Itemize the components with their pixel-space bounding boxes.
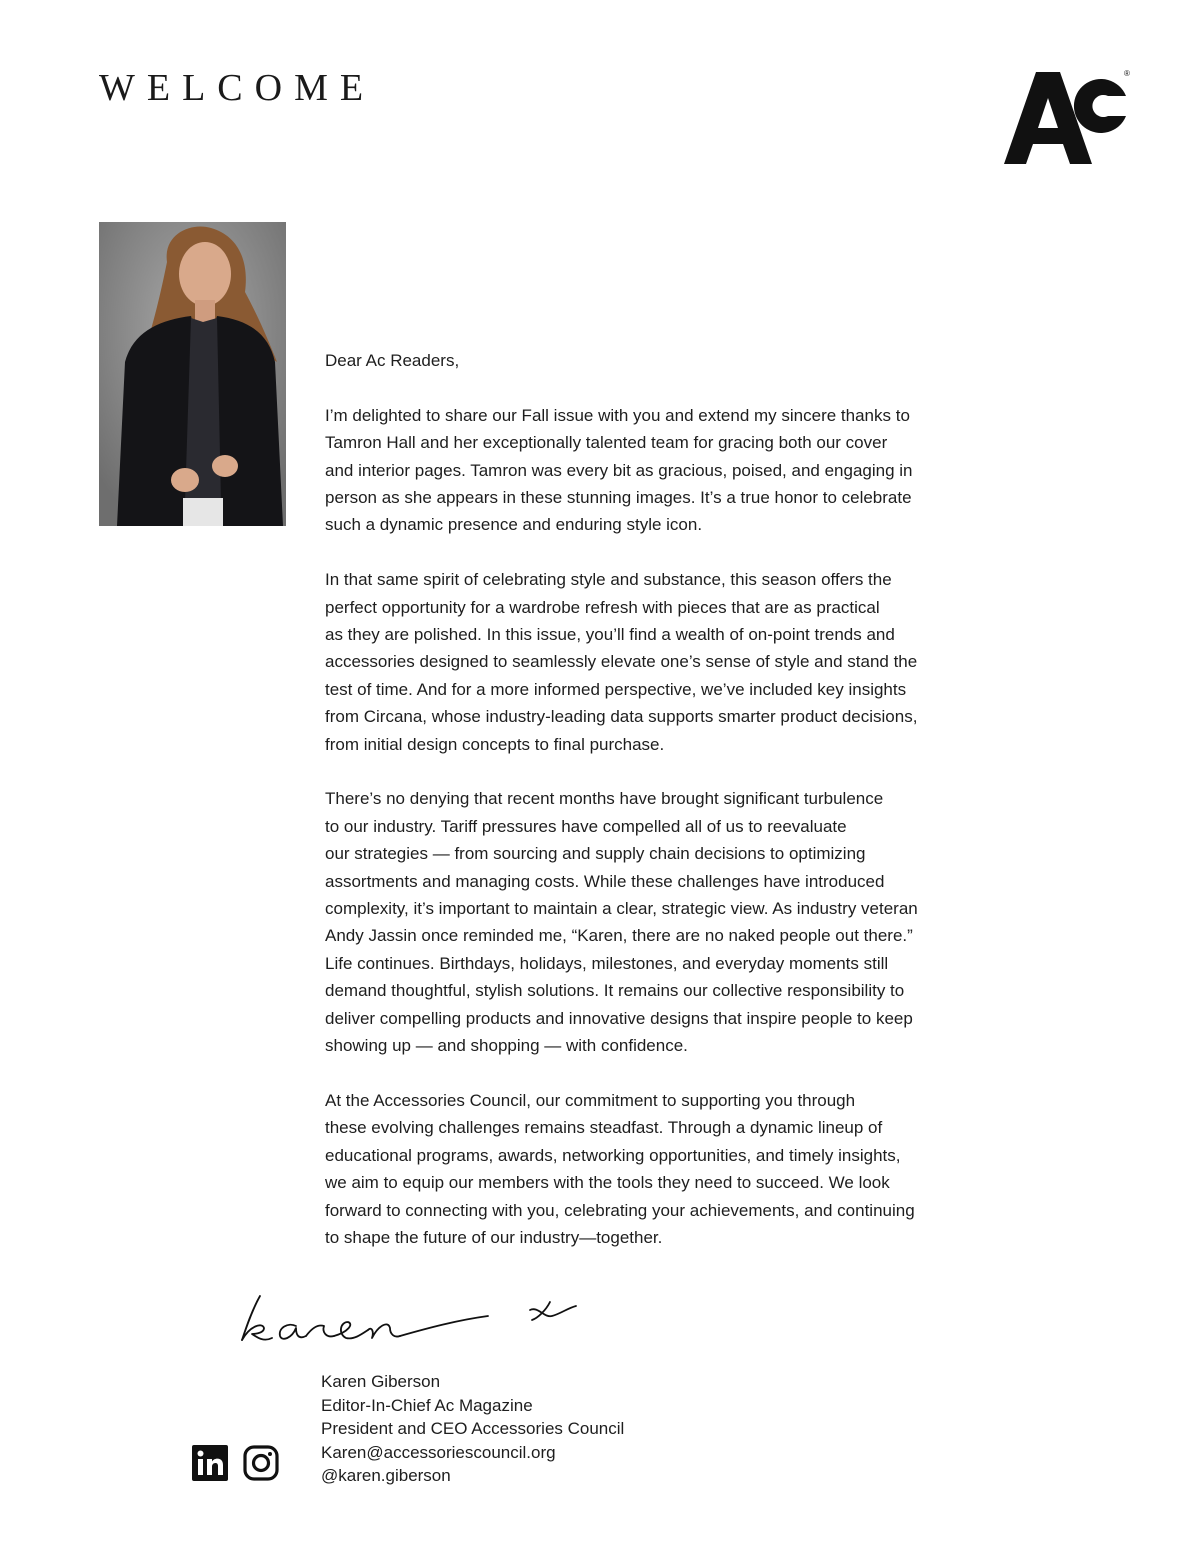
instagram-icon[interactable]	[243, 1445, 279, 1481]
letter-greeting: Dear Ac Readers,	[325, 351, 460, 370]
page-title: WELCOME	[99, 67, 376, 109]
sign-off	[321, 1370, 624, 1488]
logo-registered-mark: ®	[1124, 69, 1130, 78]
logo-letter-c	[1074, 79, 1126, 133]
author-handle[interactable]: @karen.giberson	[321, 1466, 451, 1486]
author-name: Karen Giberson	[321, 1372, 441, 1391]
author-email[interactable]: Karen@accessoriescouncil.org	[321, 1442, 556, 1462]
letter-body	[325, 347, 975, 1279]
letter-paragraph: I’m delighted to share our Fall issue with you and extend my sincere thanks to Tamron Hall and her exceptionally talented team for gracing both our cover and interior pages. Tamron was every bit as gracious, poised, and engaging in person as she appears in these stunning images. It’s a true honor to celebrate such a dynamic presence and enduring style icon.	[325, 405, 913, 535]
letter-paragraph: There’s no denying that recent months have brought significant turbulence to our industry. Tariff pressures have compelled all of us to reevaluate our strategies — from sourcing and supply chain decisions to optimizing assortments and managing costs. While these challenges have introduced complexity, it’s important to maintain a clear, strategic view. As industry veteran Andy Jassin once reminded me, “Karen, there are no naked people out there.” Life continues. Birthdays, holidays, milestones, and everyday moments still demand thoughtful, stylish solutions. It remains our collective responsibility to deliver compelling products and innovative designs that inspire people to keep showing up — and shopping — with confidence.	[325, 789, 918, 1056]
social-links	[192, 1445, 279, 1481]
author-title: President and CEO Accessories Council	[321, 1419, 625, 1439]
author-title: Editor-In-Chief Ac Magazine	[321, 1395, 533, 1415]
linkedin-icon[interactable]	[192, 1445, 228, 1481]
signature	[238, 1288, 583, 1350]
portrait-illustration	[99, 222, 286, 526]
ac-logo	[1000, 66, 1132, 170]
letter-paragraph: At the Accessories Council, our commitment to supporting you through these evolving challenges remains steadfast. Through a dynamic lineup of educational programs, awards, networking opportunities, and timely insights, we aim to equip our members with the tools they need to succeed. We look forward to connecting with you, celebrating your achievements, and continuing to shape the future of our industry—together.	[325, 1090, 915, 1247]
letter-paragraph: In that same spirit of celebrating style and substance, this season offers the perfect opportunity for a wardrobe refresh with pieces that are as practical as they are polished. In this issue, you’ll find a wealth of on-point trends and accessories designed to seamlessly elevate one’s sense of style and stand the test of time. And for a more informed perspective, we’ve included key insights from Circana, whose industry-leading data supports smarter product decisions, from initial design concepts to final purchase.	[325, 570, 918, 754]
portrait-photo	[99, 222, 286, 526]
